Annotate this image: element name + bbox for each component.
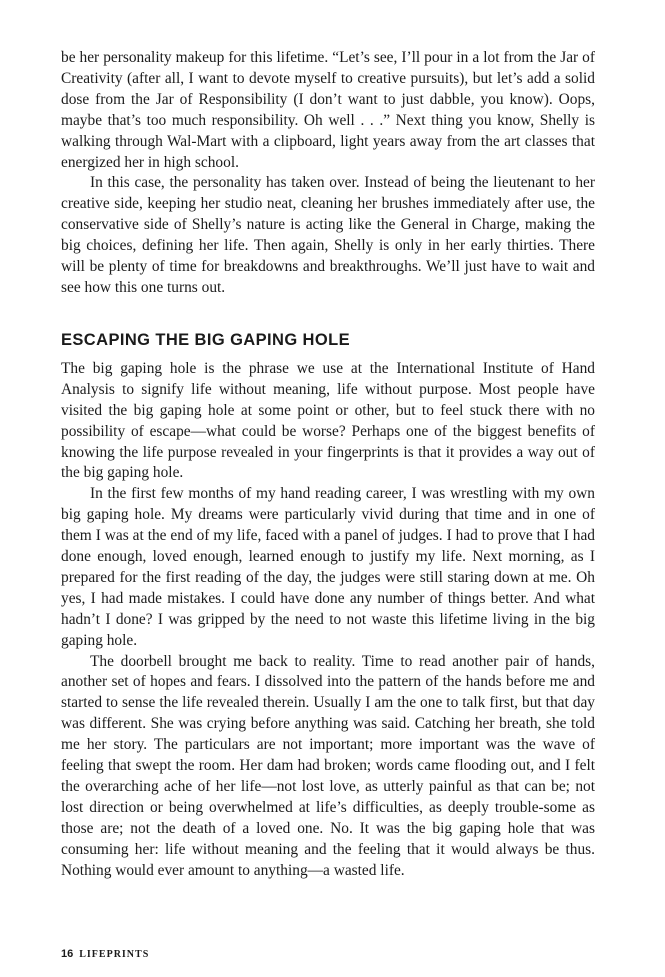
section-heading: ESCAPING THE BIG GAPING HOLE: [61, 330, 350, 349]
paragraph: The doorbell brought me back to reality. Time to read another pair of hands, another set of hopes and fears. I dissolved into the pattern of the hands before me and started to sense the life revealed therein. Usually I am the one to talk first, but that day was different. She was crying before anything was said. Catching her breath, she told me her story. The particulars are not important; more important was the wave of feeling that swept the room. Her dam had broken; words came flooding out, and I felt the overarching ache of her life—not lost love, as utterly painful as that can be; not lost direction or being overwhelmed at life’s difficulties, as deeply trouble-some as those are; not the death of a loved one. No. It was the big gaping hole that was consuming her: life without meaning and the feeling that it would always be thus. Nothing would ever amount to anything—a wasted life.: [61, 652, 595, 879]
paragraph: In the first few months of my hand reading career, I was wrestling with my own big gaping hole. My dreams were particularly vivid during that time and in one of them I was at the end of my life, faced with a panel of judges. I had to prove that I had done enough, loved enough, learned enough to justify my life. Next morning, as I prepared for the first reading of the day, the judges were still staring down at me. Oh yes, I had made mistakes. I could have done any number of things better. And what hadn’t I done? I was gripped by the need to not waste this lifetime living in the big gaping hole.: [61, 485, 595, 649]
paragraph: In this case, the personality has taken over. Instead of being the lieutenant to her creative side, keeping her studio neat, cleaning her brushes immediately after use, the conservative side of Shelly’s nature is acting like the General in Charge, making the big choices, defining her life. Then again, Shelly is only in her early thirties. There will be plenty of time for breakdowns and breakthroughs. We’ll just have to wait and see how this one turns out.: [61, 174, 595, 296]
running-head: LIFEPRINTS: [79, 949, 150, 960]
page-body: [61, 48, 595, 882]
page-footer: [61, 948, 149, 960]
paragraph: The big gaping hole is the phrase we use at the International Institute of Hand Analysis to signify life without meaning, life without purpose. Most people have visited the big gaping hole at some point or other, but to feel stuck there with no possibility of escape—what could be worse? Perhaps one of the biggest benefits of knowing the life purpose revealed in your fingerprints is that it provides a way out of the big gaping hole.: [61, 359, 595, 482]
page-number: 16: [61, 948, 74, 960]
paragraph: be her personality makeup for this lifetime. “Let’s see, I’ll pour in a lot from the Jar of Creativity (after all, I want to devote myself to creative pursuits), but let’s add a solid dose from the Jar of Responsibility (I don’t want to just dabble, you know). Oops, maybe that’s too much responsibility. Oh well . . .” Next thing you know, Shelly is walking through Wal-Mart with a clipboard, light years away from the art classes that energized her in high school.: [61, 49, 595, 171]
